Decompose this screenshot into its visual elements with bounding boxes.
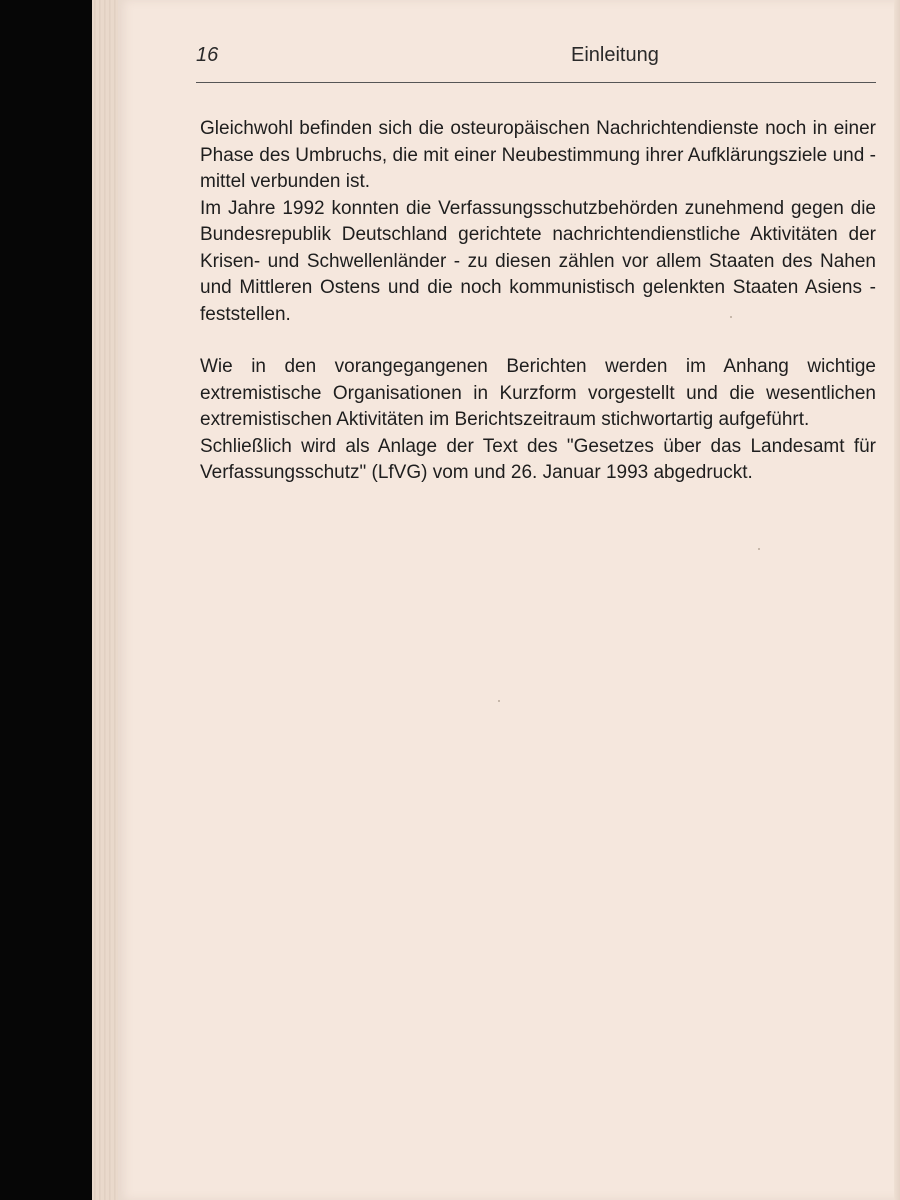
page-number: 16 <box>196 44 219 66</box>
chapter-title: Einleitung <box>571 44 659 66</box>
running-header <box>196 44 876 74</box>
paragraph-krisenlaender: Im Jahre 1992 konnten die Verfassungsschutzbehörden zunehmend gegen die Bundesrepublik Deutschland gerichtete nachrichtendienstliche Aktivitäten der Krisen- und Schwellenländer - zu diesen zählen vor allem Staaten des Nahen und Mittleren Ostens und die noch kommunistisch gelenkten Staaten Asiens - feststellen. <box>200 197 876 325</box>
paper-speck <box>730 316 732 318</box>
paragraph-anlage: Schließlich wird als Anlage der Text des "Gesetzes über das Landesamt für Verfassungsschutz" (LfVG) vom und 26. Januar 1993 abgedruckt. <box>200 435 876 483</box>
paper-speck <box>498 700 500 702</box>
paper-speck <box>758 548 760 550</box>
paragraph-umbruch: Gleichwohl befinden sich die osteuropäischen Nachrichtendienste noch in einer Phase des Umbruchs, die mit einer Neubestimmung ihrer Aufklärungsziele und -mittel verbunden ist. <box>200 118 876 192</box>
book-page <box>118 0 900 1200</box>
header-rule <box>196 82 876 83</box>
paragraph-anhang: Wie in den vorangegangenen Berichten werden im Anhang wichtige extremistische Organisationen in Kurzform vorgestellt und die wesentlichen extremistischen Aktivitäten im Berichtszeitraum stichwortartig aufgeführt. <box>200 356 876 430</box>
book-binding-shadow <box>0 0 92 1200</box>
page-right-edge <box>894 0 900 1200</box>
body-text <box>200 116 876 487</box>
